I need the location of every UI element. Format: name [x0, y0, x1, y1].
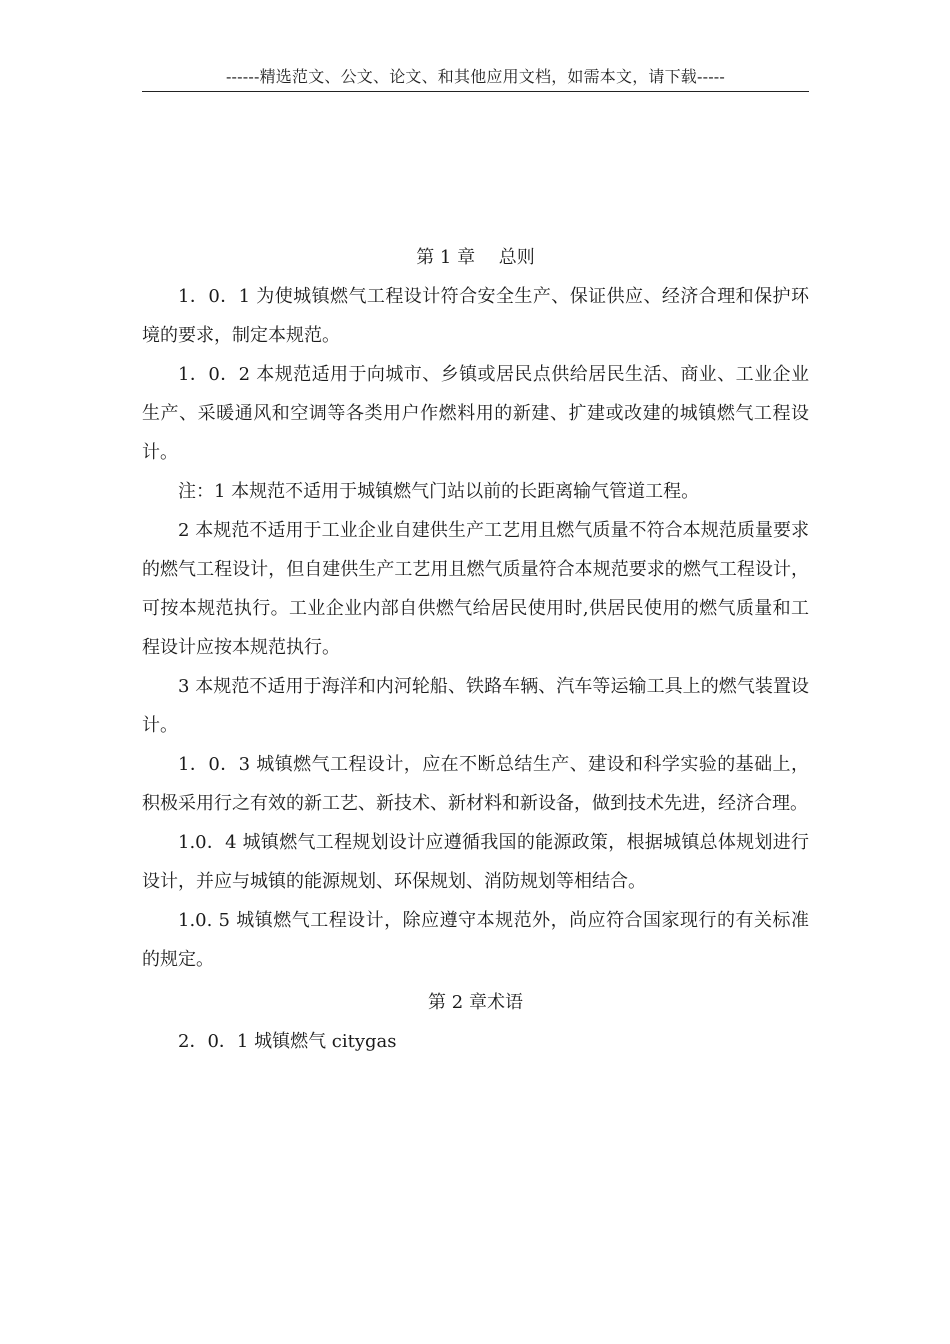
page-header: ------精选范文、公文、论文、和其他应用文档，如需本文，请下载----- [225, 67, 726, 86]
clause-2-0-1: 2．0．1 城镇燃气 citygas [178, 1031, 397, 1052]
note-2: 2 本规范不适用于工业企业自建供生产工艺用且燃气质量不符合本规范质量要求的燃气工程设计，但自建供生产工艺用且燃气质量符合本规范要求的燃气工程设计，可按本规范执行。工业企业内部自供燃气给居民使用时,供居民使用的燃气质量和工程设计应按本规范执行。 [142, 520, 809, 658]
clause-1-0-4: 1.0．4 城镇燃气工程规划设计应遵循我国的能源政策，根据城镇总体规划进行设计，并应与城镇的能源规划、环保规划、消防规划等相结合。 [142, 832, 809, 892]
note-3: 3 本规范不适用于海洋和内河轮船、铁路车辆、汽车等运输工具上的燃气装置设计。 [142, 676, 809, 736]
clause-1-0-5: 1.0. 5 城镇燃气工程设计，除应遵守本规范外，尚应符合国家现行的有关标准的规定。 [142, 910, 809, 970]
clause-1-0-3: 1．0．3 城镇燃气工程设计，应在不断总结生产、建设和科学实验的基础上，积极采用行之有效的新工艺、新技术、新材料和新设备，做到技术先进，经济合理。 [142, 754, 809, 814]
note-1: 注：1 本规范不适用于城镇燃气门站以前的长距离输气管道工程。 [178, 481, 700, 502]
document-body [142, 238, 809, 1061]
clause-1-0-2: 1．0．2 本规范适用于向城市、乡镇或居民点供给居民生活、商业、工业企业生产、采暖通风和空调等各类用户作燃料用的新建、扩建或改建的城镇燃气工程设计。 [142, 364, 809, 463]
chapter-2-title: 第 2 章术语 [428, 992, 523, 1013]
header-divider [142, 91, 809, 92]
clause-1-0-1: 1．0．1 为使城镇燃气工程设计符合安全生产、保证供应、经济合理和保护环境的要求，制定本规范。 [142, 286, 809, 346]
chapter-1-title: 第 1 章 总则 [416, 247, 535, 268]
